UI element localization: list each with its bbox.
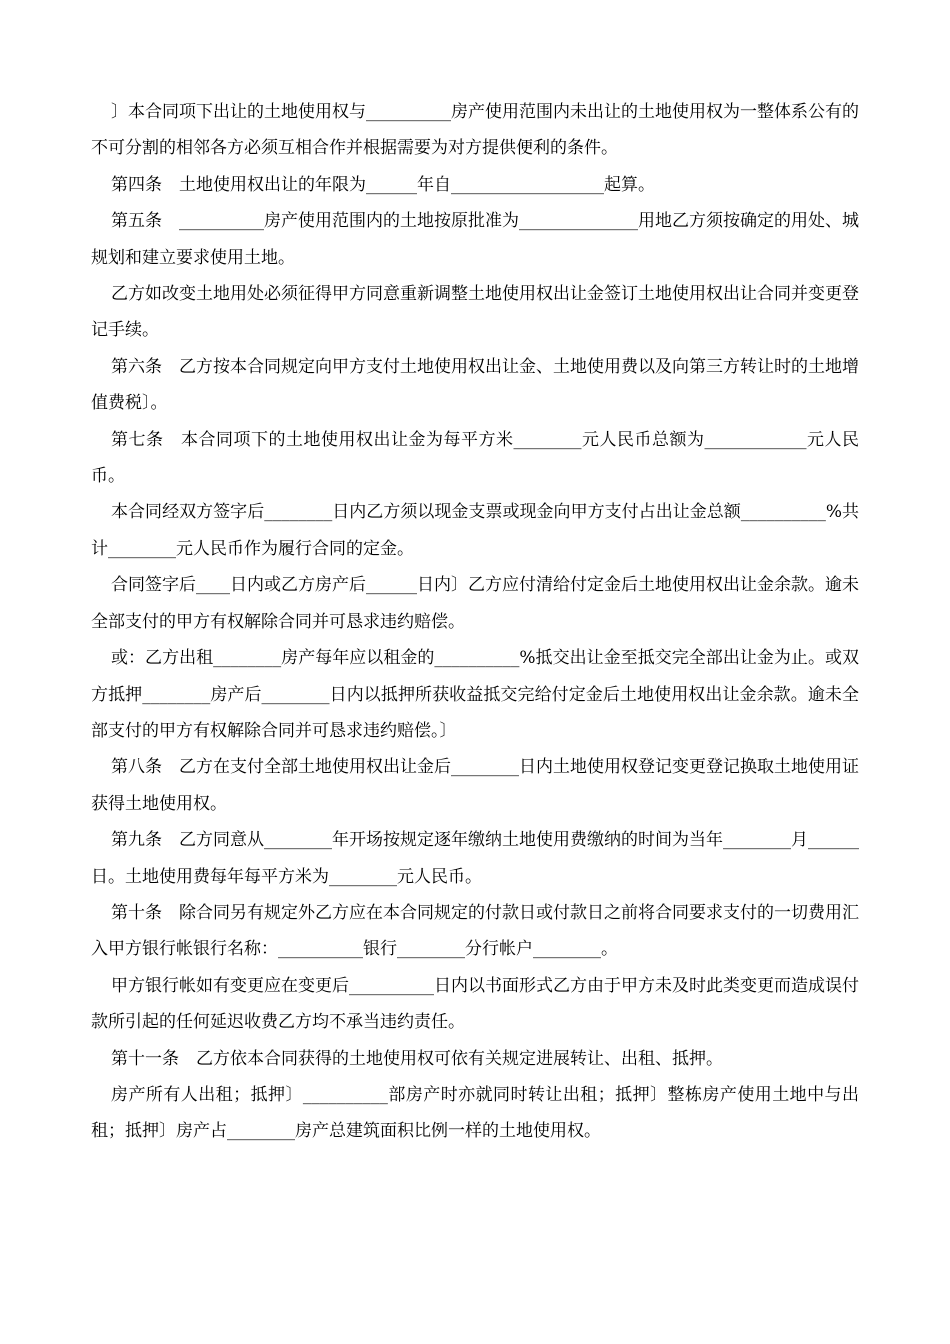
- paragraph-bank-account-change: 甲方银行帐如有变更应在变更后__________日内以书面形式乙方由于甲方未及时此类变更而造成误付款所引起的任何延迟收费乙方均不承当违约责任。: [91, 975, 859, 1033]
- paragraph-article-6: 第六条 乙方按本合同规定向甲方支付土地使用权出让金、土地使用费以及向第三方转让时的土地增值费税〕。: [91, 356, 859, 414]
- paragraph-article-9: 第九条 乙方同意从________年开场按规定逐年缴纳土地使用费缴纳的时间为当年________月______日。土地使用费每年每平方米为________元人民币。: [91, 830, 859, 887]
- paragraph-balance-payment: 合同签字后____日内或乙方房产后______日内〕乙方应付清给付定金后土地使用权出让金余款。逾未全部支付的甲方有权解除合同并可恳求违约赔偿。: [91, 575, 859, 632]
- paragraph-rent-mortgage-option: 或：乙方出租________房产每年应以租金的__________%抵交出让金至抵交完全部出让金为止。或双方抵押________房产后________日内以抵押所获收益抵交完给付定金后土地使用权出让金余款。逾未全部支付的甲方有权解除合同并可恳求违约赔偿。〕: [91, 648, 859, 741]
- contract-body: [91, 94, 859, 1150]
- paragraph-article-10: 第十条 除合同另有规定外乙方应在本合同规定的付款日或付款日之前将合同要求支付的一切费用汇入甲方银行帐银行名称：__________银行________分行帐户________。: [91, 902, 859, 960]
- paragraph-land-use-change: 乙方如改变土地用处必须征得甲方同意重新调整土地使用权出让金签订土地使用权出让合同并变更登记手续。: [91, 284, 859, 341]
- paragraph-article-7: 第七条 本合同项下的土地使用权出让金为每平方米________元人民币总额为____________元人民币。: [91, 429, 859, 487]
- paragraph-shared-land-clause: 〕本合同项下出让的土地使用权与__________房产使用范围内未出让的土地使用权为一整体系公有的不可分割的相邻各方必须互相合作并根据需要为对方提供便利的条件。: [91, 102, 859, 159]
- paragraph-property-owner-transfer: 房产所有人出租；抵押〕__________部房产时亦就同时转让出租；抵押〕整栋房产使用土地中与出租；抵押〕房产占________房产总建筑面积比例一样的土地使用权。: [91, 1084, 859, 1142]
- paragraph-article-4: 第四条 土地使用权出让的年限为______年自__________________起算。: [111, 174, 655, 195]
- paragraph-article-5: 第五条 __________房产使用范围内的土地按原批准为______________用地乙方须按确定的用处、城规划和建立要求使用土地。: [91, 211, 859, 268]
- paragraph-article-8: 第八条 乙方在支付全部土地使用权出让金后________日内土地使用权登记变更登记换取土地使用证获得土地使用权。: [91, 757, 859, 814]
- paragraph-article-11: 第十一条 乙方依本合同获得的土地使用权可依有关规定进展转让、出租、抵押。: [111, 1048, 723, 1069]
- paragraph-deposit: 本合同经双方签字后________日内乙方须以现金支票或现金向甲方支付占出让金总额__________%共计________元人民币作为履行合同的定金。: [91, 502, 859, 559]
